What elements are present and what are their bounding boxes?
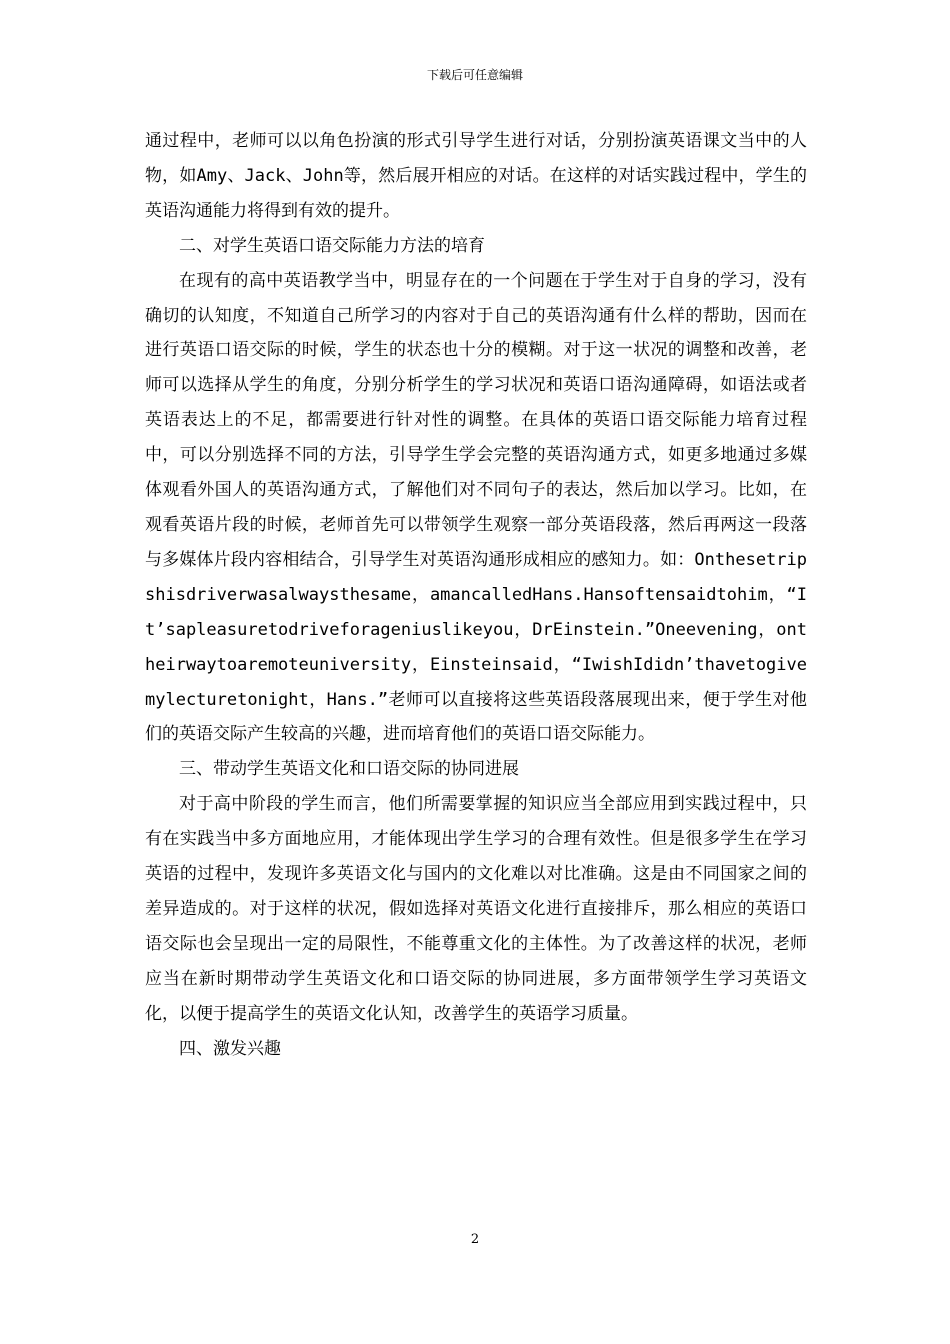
page-header: 下载后可任意编辑 (426, 68, 523, 82)
paragraph-section-3: 对于高中阶段的学生而言，他们所需要掌握的知识应当全部应用到实践过程中，只有在实践当中多方面地应用，才能体现出学生学习的合理有效性。但是很多学生在学习英语的过程中，发现许多英语文化与国内的文化难以对比准确。这是由不同国家之间的差异造成的。对于这样的状况，假如选择对英语文化进行直接排斥，那么相应的英语口语交际也会呈现出一定的局限性，不能尊重文化的主体性。为了改善这样的状况，老师应当在新时期带动学生英语文化和口语交际的协同进展，多方面带领学生学习英语文化，以便于提高学生的英语文化认知，改善学生的英语学习质量。 (145, 794, 807, 1024)
document-body (145, 124, 807, 1066)
section-heading-2: 二、对学生英语口语交际能力方法的培育 (179, 235, 485, 256)
page-number: 2 (470, 1232, 480, 1247)
section-heading-3: 三、带动学生英语文化和口语交际的协同进展 (179, 759, 519, 780)
section-heading-4: 四、激发兴趣 (179, 1038, 281, 1059)
paragraph-section-2: 在现有的高中英语教学当中，明显存在的一个问题在于学生对于自身的学习，没有确切的认知度，不知道自己所学习的内容对于自己的英语沟通有什么样的帮助，因而在进行英语口语交际的时候，学生的状态也十分的模糊。对于这一状况的调整和改善，老师可以选择从学生的角度，分别分析学生的学习状况和英语口语沟通障碍，如语法或者英语表达上的不足，都需要进行针对性的调整。在具体的英语口语交际能力培育过程中，可以分别选择不同的方法，引导学生学会完整的英语沟通方式，如更多地通过多媒体观看外国人的英语沟通方式，了解他们对不同句子的表达，然后加以学习。比如，在观看英语片段的时候，老师首先可以带领学生观察一部分英语段落，然后再两这一段落与多媒体片段内容相结合，引导学生对英语沟通形成相应的感知力。如：Onthesetripshisdriverwasalwaysthesame，amancalledHans.Hansoftensaidtohim，“It’sapleasuretodriveforageniuslikeyou，DrEinstein.”Oneevening，ontheirwaytoaremoteuniversity，Einsteinsaid，“IwishIdidn’thavetogivemylecturetonight，Hans.”老师可以直接将这些英语段落展现出来，便于学生对他们的英语交际产生较高的兴趣，进而培育他们的英语口语交际能力。 (145, 270, 807, 745)
paragraph-continued: 通过程中，老师可以以角色扮演的形式引导学生进行对话，分别扮演英语课文当中的人物，如Amy、Jack、John等，然后展开相应的对话。在这样的对话实践过程中，学生的英语沟通能力将得到有效的提升。 (145, 131, 807, 221)
